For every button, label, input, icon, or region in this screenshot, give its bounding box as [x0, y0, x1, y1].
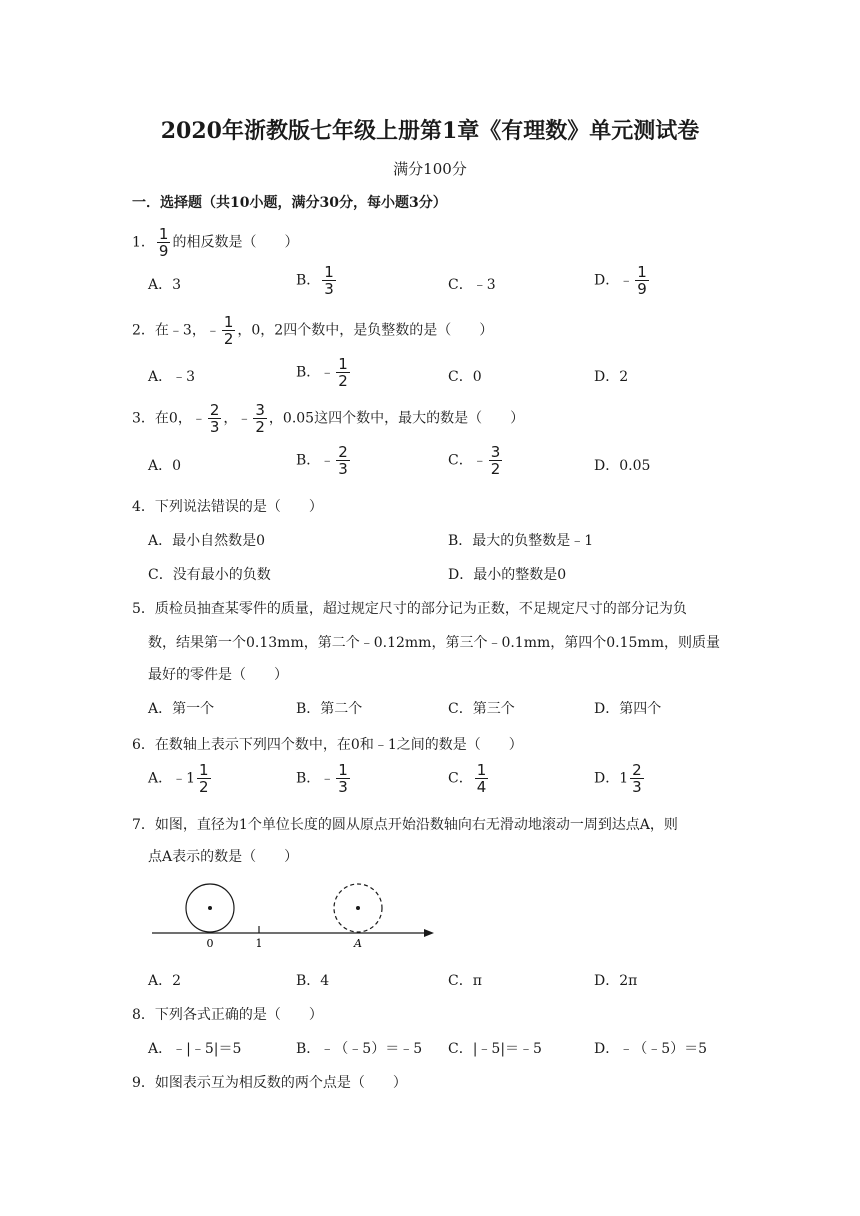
q6-option-d: D．1 $\frac{2}{3}$ [594, 761, 642, 796]
q2-option-d: D．2 [594, 369, 629, 385]
solid-circle-center [208, 906, 212, 910]
label-a: A [354, 937, 362, 950]
q3-option-b: B．﹣ $\frac{2}{3}$ [296, 443, 348, 478]
fraction: $\frac{1}{9}$ [158, 225, 169, 260]
label-1: 1 [255, 937, 263, 950]
q5-option-d: D．第四个 [594, 701, 662, 717]
page-subtitle: 满分100分 [393, 160, 467, 178]
q4-option-b: B．最大的负整数是﹣1 [448, 533, 594, 549]
q7-option-a: A．2 [148, 973, 182, 989]
q3-option-c: C．﹣ $\frac{3}{2}$ [448, 443, 501, 478]
q1-option-a: A．3 [148, 277, 182, 293]
q6-option-b: B．﹣ $\frac{1}{3}$ [296, 761, 348, 796]
q8-option-c: C．|﹣5|＝﹣5 [448, 1041, 542, 1057]
question-2-stem: 2．在﹣3，﹣ $\frac{1}{2}$ ，0，2四个数中，是负整数的是（ ） [132, 313, 494, 348]
question-7-line-1: 7．如图，直径为1个单位长度的圆从原点开始沿数轴向右无滑动地滚动一周到达点A，则 [132, 817, 678, 833]
dashed-circle-center [356, 906, 360, 910]
q3-option-a: A．0 [148, 458, 182, 474]
question-5-line-2: 数，结果第一个0.13mm，第二个﹣0.12mm，第三个﹣0.1mm，第四个0.15mm，则质量 [148, 635, 720, 651]
question-5-line-3: 最好的零件是（ ） [148, 667, 288, 683]
q6-option-a: A．﹣1 $\frac{1}{2}$ [148, 761, 209, 796]
q7-option-b: B．4 [296, 973, 330, 989]
axis-arrow-icon [424, 929, 434, 937]
q4-option-c: C．没有最小的负数 [148, 567, 271, 583]
q3-option-d: D．0.05 [594, 458, 651, 474]
question-1-stem: 1． $\frac{1}{9}$ 的相反数是（ ） [132, 225, 299, 260]
question-5-line-1: 5．质检员抽查某零件的质量，超过规定尺寸的部分记为正数，不足规定尺寸的部分记为负 [132, 601, 687, 617]
q7-option-c: C．π [448, 973, 482, 989]
question-3-stem: 3．在0，﹣ $\frac{2}{3}$ ，﹣ $\frac{3}{2}$ ，0.05这四个数中，最大的数是（ ） [132, 401, 525, 436]
number-line-figure [148, 876, 440, 952]
question-8-stem: 8．下列各式正确的是（ ） [132, 1007, 323, 1023]
q5-option-c: C．第三个 [448, 701, 515, 717]
q8-option-a: A．﹣|﹣5|＝5 [148, 1041, 242, 1057]
q1-option-b: B． $\frac{1}{3}$ [296, 263, 334, 298]
question-6-stem: 6．在数轴上表示下列四个数中，在0和﹣1之间的数是（ ） [132, 737, 523, 753]
q2-option-b: B．﹣ $\frac{1}{2}$ [296, 355, 348, 390]
q5-option-a: A．第一个 [148, 701, 215, 717]
q1-option-c: C．﹣3 [448, 277, 496, 293]
page-title: 2020年浙教版七年级上册第1章《有理数》单元测试卷 [160, 118, 700, 144]
section-heading: 一．选择题（共10小题，满分30分，每小题3分） [132, 195, 447, 211]
q7-option-d: D．2π [594, 973, 638, 989]
q5-option-b: B．第二个 [296, 701, 363, 717]
question-9-stem: 9．如图表示互为相反数的两个点是（ ） [132, 1075, 407, 1091]
q4-option-a: A．最小自然数是0 [148, 533, 266, 549]
q8-option-b: B．﹣（﹣5）＝﹣5 [296, 1041, 423, 1057]
q8-option-d: D．﹣（﹣5）＝5 [594, 1041, 708, 1057]
q6-option-c: C． $\frac{1}{4}$ [448, 761, 487, 796]
q4-option-d: D．最小的整数是0 [448, 567, 567, 583]
question-7-line-2: 点A表示的数是（ ） [148, 849, 299, 865]
label-0: 0 [206, 937, 214, 950]
q2-option-c: C．0 [448, 369, 482, 385]
q1-option-d: D．﹣ $\frac{1}{9}$ [594, 263, 647, 298]
question-4-stem: 4．下列说法错误的是（ ） [132, 499, 323, 515]
q2-option-a: A．﹣3 [148, 369, 196, 385]
